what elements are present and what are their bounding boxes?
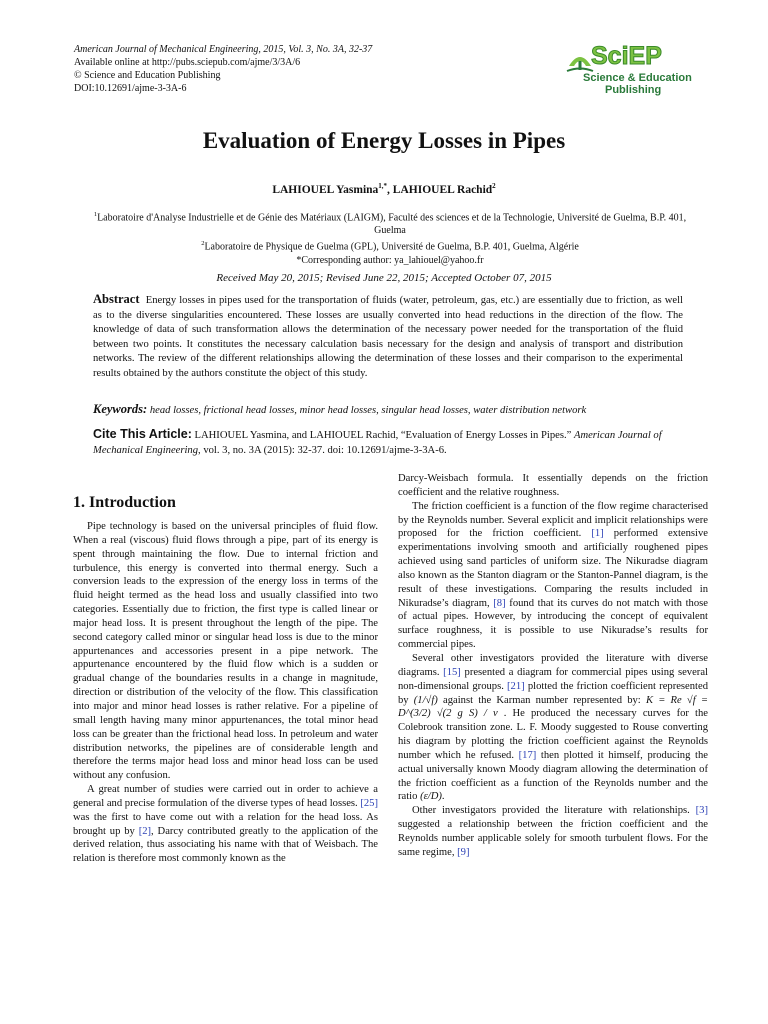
author-separator: ,	[387, 183, 393, 196]
text-span: suggested a relationship between the friction coefficient and the Reynolds number applicable solely for smooth turbulent flows. For the same regime,	[398, 819, 708, 858]
abstract-label: Abstract	[93, 292, 140, 306]
author-2-sup: 2	[492, 182, 496, 190]
citation-link[interactable]: [1]	[591, 528, 604, 540]
citation-link[interactable]: [17]	[518, 749, 537, 761]
author-1: LAHIOUEL Yasmina	[272, 183, 379, 196]
intro-paragraph-1: Pipe technology is based on the universal principles of fluid flow. When a real (viscous) fluid flows through a pipe, part of its energy is spent through maintaining the flow. Due to internal friction and turbulence, this energy is converted into thermal energy. Such a conversion leads to the expression of the energy loss in terms of the fluid height termed as the head loss and usually classified into two categories. Essentially due to friction, the first type is called linear or major head loss. It is present throughout the length of the pipe. The second category called minor or singular head loss is due to the minor appurtenances and accessories present in a pipe network. The appurtenance encountered by the fluid flow which is a sudden or gradual change of the boundaries results in a change in magnitude, direction or distribution of the velocity of the flow. This classification into major and minor head losses is rather relative. For a pipeline of small length having many minor appurtenances, the total minor head loss can be greater than the frictional head loss. In petroleum and water distribution networks, the pipelines are of considerable length and therefore the terms major head loss and minor head loss can be used without any confusion.	[73, 521, 378, 782]
author-2: LAHIOUEL Rachid	[392, 183, 493, 196]
text-span: performed extensive experimentations involving smooth and artificially roughened pipes achieved using sand particles of uniform size. The Nikuradse diagram also known as the Stanton diagram or the Stanton-Pannel diagram, is the result of these investigations. Comparing the results included in Nikuradse’s diagram,	[398, 528, 708, 609]
citation-link[interactable]: [21]	[507, 680, 525, 692]
text-span: . He produced the necessary curves for the Colebrook transition zone. L. F. Moody suggested to Rouse converting his diagram by plotting the friction coefficient against the Reynolds number which he refused.	[398, 708, 708, 761]
cite-article	[93, 427, 693, 458]
corresponding-author: *Corresponding author: ya_lahiouel@yahoo.fr	[296, 254, 484, 266]
text-span: presented a diagram for commercial pipes using several non-dimensional groups.	[398, 666, 708, 692]
left-column	[73, 520, 378, 866]
sciep-logo	[565, 44, 695, 96]
affil-1-sup: 1	[93, 211, 98, 218]
formula-inverse-sqrt-f: (1/√f)	[413, 694, 438, 706]
journal-line: American Journal of Mechanical Engineering, 2015, Vol. 3, No. 3A, 32-37	[74, 44, 373, 55]
text-span: plotted the friction coefficient represented by	[398, 680, 708, 706]
right-paragraph-1: Darcy-Weisbach formula. It essentially depends on the friction coefficient and the relative roughness.	[398, 473, 708, 498]
formula-relative-roughness: (ε/D)	[420, 791, 442, 803]
author-1-sup: 1,*	[378, 182, 388, 190]
logo-brand: SciEP	[591, 42, 662, 70]
right-paragraph-3	[398, 652, 708, 804]
logo-line2: Publishing	[605, 84, 662, 96]
citation-link[interactable]: [3]	[695, 805, 708, 817]
abstract	[93, 292, 683, 382]
authors	[0, 182, 768, 196]
received-dates: Received May 20, 2015; Revised June 22, 2015; Accepted October 07, 2015	[216, 272, 552, 284]
paper-title: Evaluation of Energy Losses in Pipes	[202, 128, 566, 153]
text-span: against the Karman number represented by:	[443, 694, 641, 706]
text-span: The friction coefficient is a function of the flow regime characterised by the Reynolds number. Several explicit and implicit relationships were proposed for the friction coefficient.	[398, 500, 708, 540]
citation-link[interactable]: [2]	[138, 825, 152, 837]
text-span: .	[441, 791, 445, 803]
affil-2-sup: 2	[201, 240, 205, 248]
abstract-text: Energy losses in pipes used for the transportation of fluids (water, petroleum, gas, etc.) are essentially due to friction, as well as to the diverse singularities encountered. These losses are usually converted into head reductions in the direction of the flow. The knowledge of data of such transformation allows the determination of the necessary power needed for the transportation of the fluid between two points. It constitutes the necessary calculation basis necessary for the design and analysis of transport and distribution networks. The review of the different relationships allowing the determination of these losses and their comparison to the experimental results obtained by the authors constitute the object of this study.	[93, 295, 683, 379]
cite-text-2: , vol. 3, no. 3A (2015): 32-37. doi: 10.12691/ajme-3-3A-6.	[198, 444, 447, 456]
text-span: A great number of studies were carried out in order to achieve a general and precise formulation of the diverse types of head losses.	[73, 784, 378, 809]
citation-link[interactable]: [25]	[360, 797, 378, 809]
text-span: Several other investigators provided the literature with diverse diagrams.	[398, 652, 708, 678]
section-heading-introduction: 1. Introduction	[73, 494, 176, 511]
cite-text-1: LAHIOUEL Yasmina, and LAHIOUEL Rachid, “Evaluation of Energy Losses in Pipes.”	[194, 430, 572, 441]
text-span: , Darcy contributed greatly to the application of the derived relation, thus associating his name with that of Weisbach. The relation is therefore most commonly known as the	[73, 825, 378, 865]
keywords-label: Keywords:	[93, 402, 148, 416]
right-paragraph-4	[398, 804, 708, 859]
right-paragraph-2	[398, 500, 708, 652]
keywords	[93, 402, 693, 417]
right-column	[398, 472, 708, 860]
affil-1: Laboratoire d'Analyse Industrielle et de Génie des Matériaux (LAIGM), Faculté des sciences et de la Technologie, Université de Guelma, B.P. 401, Guelma	[97, 212, 687, 237]
citation-link[interactable]: [8]	[493, 597, 506, 609]
text-span: was the first to have come out with a relation for the head loss. As brought up by	[73, 811, 378, 837]
citation-link[interactable]: [9]	[457, 846, 470, 858]
affil-2: Laboratoire de Physique de Guelma (GPL), Université de Guelma, B.P. 401, Guelma, Algérie	[204, 241, 579, 253]
journal-header	[74, 43, 372, 95]
text-span: found that its curves do not match with those of actual pipes. However, by introducing the concept of equivalent surface roughness, it is possible to use Nikuradse’s results for commercial pipes.	[398, 597, 708, 651]
publisher-line: © Science and Education Publishing	[74, 70, 221, 81]
intro-paragraph-2	[73, 783, 378, 866]
citation-link[interactable]: [15]	[443, 666, 461, 678]
cite-journal: American Journal of Mechanical Engineering	[93, 430, 662, 456]
logo-line1: Science & Education	[583, 72, 692, 84]
cite-label: Cite This Article:	[93, 427, 192, 441]
available-line[interactable]: Available online at http://pubs.sciepub.com/ajme/3/3A/6	[74, 57, 301, 68]
keywords-text: head losses, frictional head losses, minor head losses, singular head losses, water distribution network	[149, 405, 587, 416]
doi-line: DOI:10.12691/ajme-3-3A-6	[74, 83, 187, 94]
text-span: then plotted it himself, producing the actual universally known Moody diagram allowing the determination of the friction coefficient as a function of the Reynolds number and the ratio	[398, 749, 708, 803]
affiliations	[90, 208, 690, 267]
formula-karman-number: K = Re √f = D^(3/2) √(2 g S) / ν	[398, 694, 708, 720]
text-span: Other investigators provided the literature with relationships.	[412, 805, 690, 817]
